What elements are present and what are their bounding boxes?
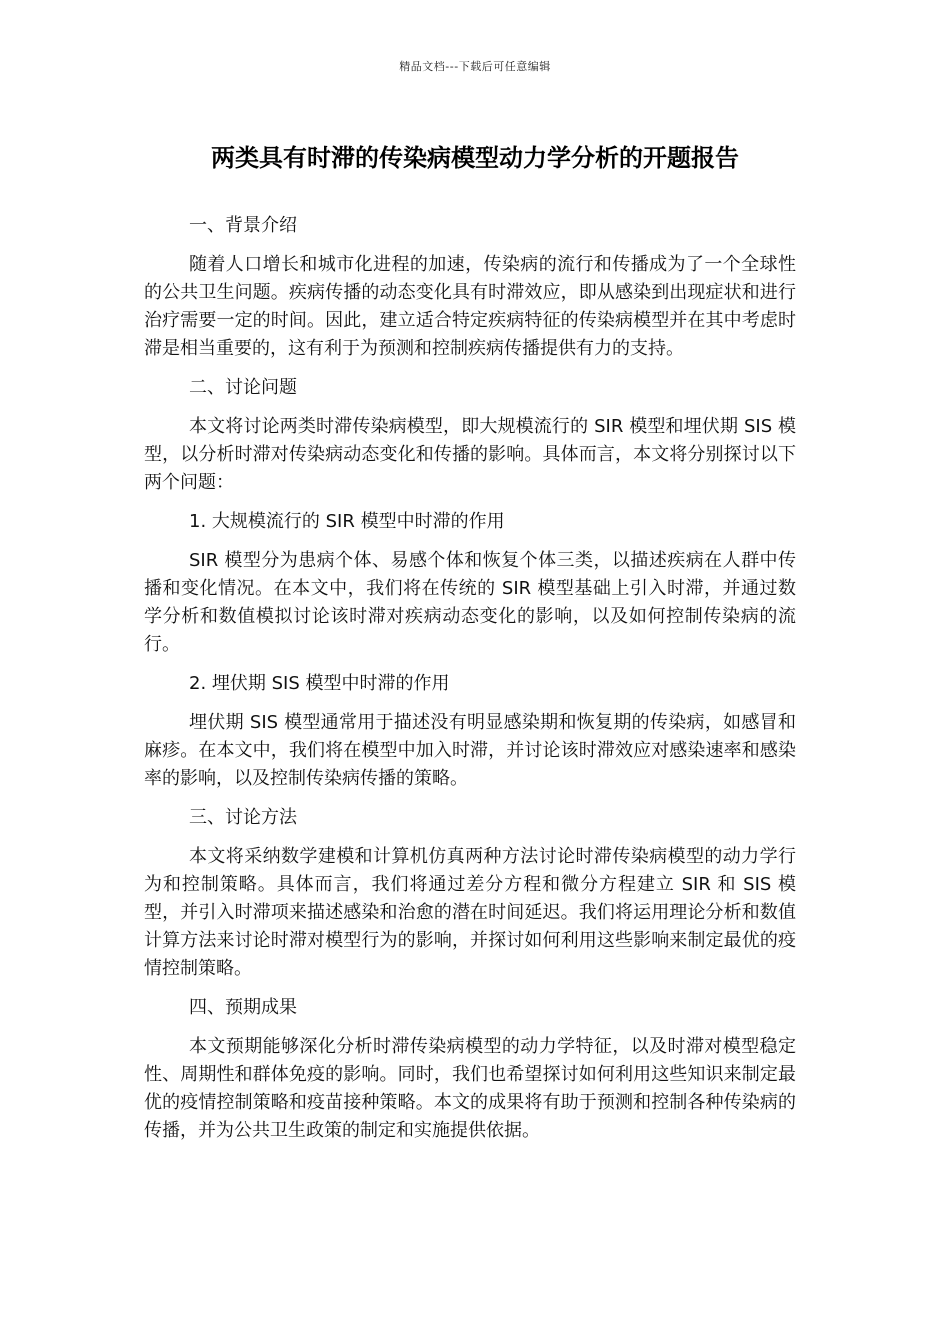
- subheading-sir-model: 1. 大规模流行的 SIR 模型中时滞的作用: [189, 511, 505, 532]
- paragraph-methods: 本文将采纳数学建模和计算机仿真两种方法讨论时滞传染病模型的动力学行为和控制策略。具体而言，我们将通过差分方程和微分方程建立 SIR 和 SIS 模型，并引入时滞项来描述感染和治愈的潜在时间延迟。我们将运用理论分析和数值计算方法来讨论时滞对模型行为的影响，并探讨如何利用这些影响来制定最优的疫情控制策略。: [144, 846, 796, 979]
- paragraph-sir-model: SIR 模型分为患病个体、易感个体和恢复个体三类，以描述疾病在人群中传播和变化情况。在本文中，我们将在传统的 SIR 模型基础上引入时滞，并通过数学分析和数值模拟讨论该时滞对疾病动态变化的影响，以及如何控制传染病的流行。: [144, 550, 796, 655]
- paragraph-questions-intro: 本文将讨论两类时滞传染病模型，即大规模流行的 SIR 模型和埋伏期 SIS 模型，以分析时滞对传染病动态变化和传播的影响。具体而言，本文将分别探讨以下两个问题：: [144, 416, 796, 493]
- paragraph-outcomes: 本文预期能够深化分析时滞传染病模型的动力学特征，以及时滞对模型稳定性、周期性和群体免疫的影响。同时，我们也希望探讨如何利用这些知识来制定最优的疫情控制策略和疫苗接种策略。本文的成果将有助于预测和控制各种传染病的传播，并为公共卫生政策的制定和实施提供依据。: [144, 1036, 796, 1141]
- section-heading-background: 一、背景介绍: [189, 215, 297, 236]
- paragraph-background: 随着人口增长和城市化进程的加速，传染病的流行和传播成为了一个全球性的公共卫生问题。疾病传播的动态变化具有时滞效应，即从感染到出现症状和进行治疗需要一定的时间。因此，建立适合特定疾病特征的传染病模型并在其中考虑时滞是相当重要的，这有利于为预测和控制疾病传播提供有力的支持。: [144, 254, 796, 359]
- section-heading-outcomes: 四、预期成果: [189, 997, 297, 1018]
- section-heading-questions: 二、讨论问题: [189, 377, 297, 398]
- document-title: 两类具有时滞的传染病模型动力学分析的开题报告: [211, 144, 739, 172]
- subheading-sis-model: 2. 埋伏期 SIS 模型中时滞的作用: [189, 673, 450, 694]
- section-heading-methods: 三、讨论方法: [189, 807, 297, 828]
- header-note: 精品文档---下载后可任意编辑: [399, 60, 551, 73]
- paragraph-sis-model: 埋伏期 SIS 模型通常用于描述没有明显感染期和恢复期的传染病，如感冒和麻疹。在本文中，我们将在模型中加入时滞，并讨论该时滞效应对感染速率和感染率的影响，以及控制传染病传播的策略。: [144, 712, 796, 789]
- document-body: [144, 212, 796, 1156]
